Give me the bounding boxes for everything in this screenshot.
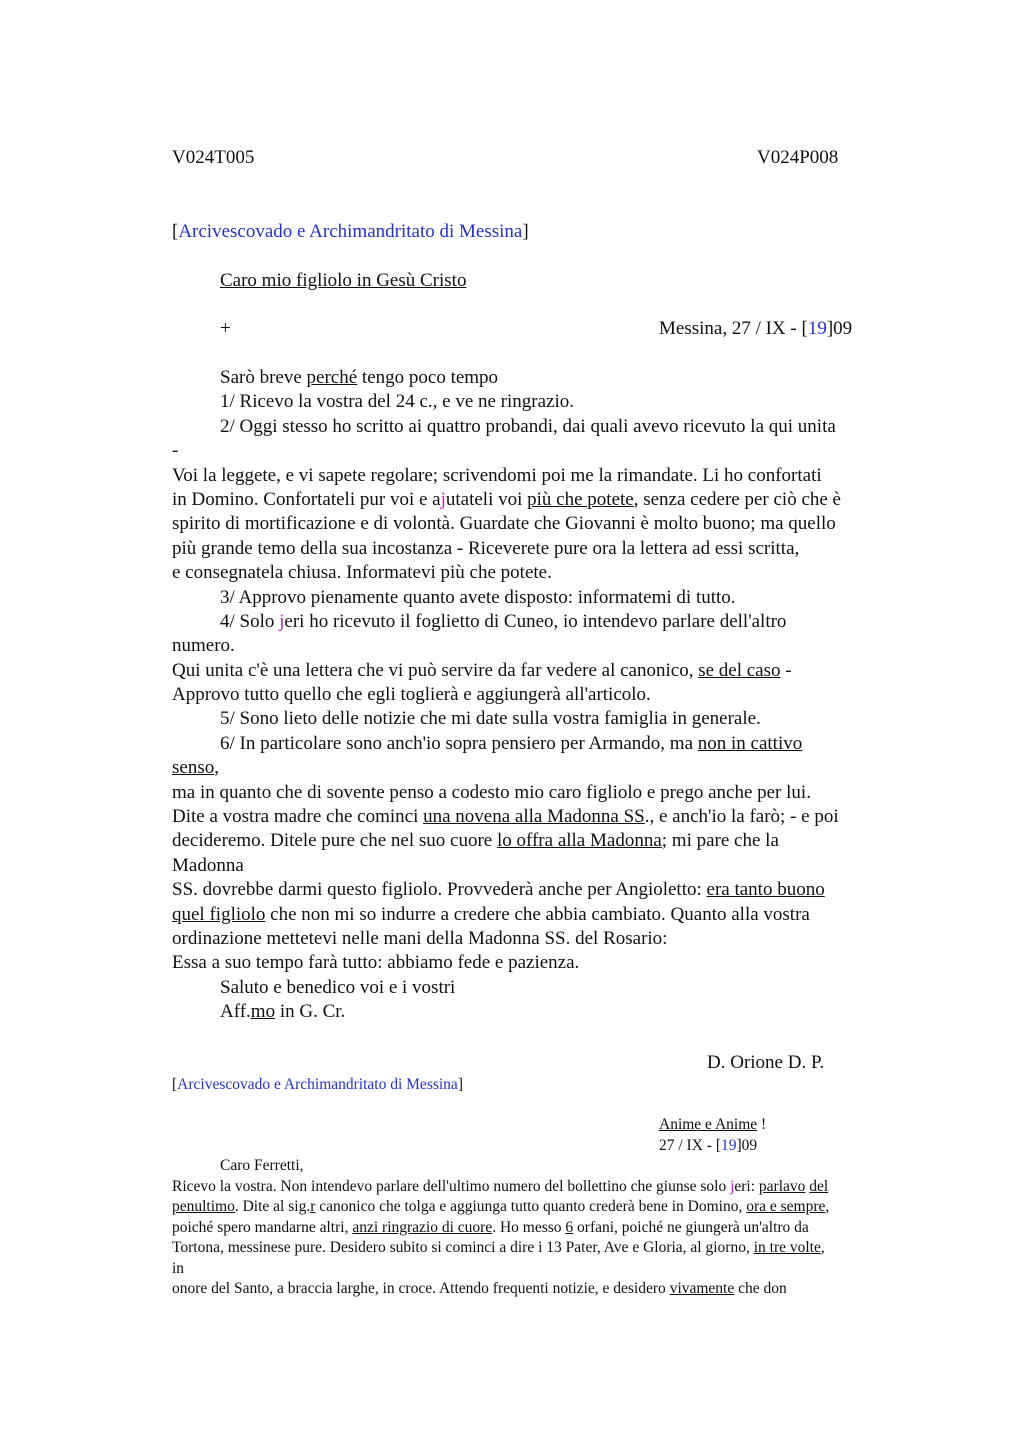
date-prefix: Messina, 27 / IX - [ — [659, 318, 808, 339]
closing-greeting: Saluto e benedico voi e i vostri — [220, 976, 456, 998]
body-line: ordinazione mettetevi nelle mani della Madonna SS. del Rosario: — [172, 927, 668, 949]
body-line: più grande temo della sua incostanza - Riceverete pure ora la lettera ad essi scritta, — [172, 537, 800, 559]
body-line: 6/ In particolare sono anch'io sopra pensiero per Armando, ma non in cattivo — [220, 732, 803, 754]
motto: Anime e Anime ! — [659, 1116, 767, 1133]
letterhead-2-text: Arcivescovado e Archimandritato di Messina — [177, 1076, 458, 1093]
body-line: 3/ Approvo pienamente quanto avete disposto: informatemi di tutto. — [220, 586, 736, 608]
body-line: ma in quanto che di sovente penso a codesto mio caro figliolo e prego anche per lui. — [172, 781, 811, 803]
body-line: Madonna — [172, 854, 244, 876]
body-line: SS. dovrebbe darmi questo figliolo. Provvederà anche per Angioletto: era tanto buono — [172, 879, 825, 901]
body-line: Dite a vostra madre che cominci una novena alla Madonna SS., e anch'io la farò; - e poi — [172, 806, 839, 828]
body-line: penultimo. Dite al sig.r canonico che tolga e aggiunga tutto quanto crederà bene in Domino, ora e sempre, — [172, 1198, 830, 1215]
body-line: Ricevo la vostra. Non intendevo parlare dell'ultimo numero del bollettino che giunse solo jeri: parlavo del — [172, 1177, 829, 1195]
salutation: Caro mio figliolo in Gesù Cristo — [220, 270, 467, 291]
body-line: Caro Ferretti, — [220, 1157, 304, 1174]
body-line: 2/ Oggi stesso ho scritto ai quattro probandi, dai quali avevo ricevuto la qui unita — [220, 415, 836, 437]
body-line: Voi la leggete, e vi sapete regolare; scrivendomi poi me la rimandate. Li ho confortati — [172, 464, 822, 486]
body-line: spirito di mortificazione e di volontà. Guardate che Giovanni è molto buono; ma quello — [172, 513, 836, 535]
body-line: Qui unita c'è una lettera che vi può servire da far vedere al canonico, se del caso - — [172, 659, 792, 681]
body-line: onore del Santo, a braccia larghe, in croce. Attendo frequenti notizie, e desidero vivamente che don — [172, 1280, 787, 1297]
signature: D. Orione D. P. — [707, 1052, 825, 1073]
body-line: numero. — [172, 635, 235, 657]
body-line: poiché spero mandarne altri, anzi ringrazio di cuore. Ho messo 6 orfani, poiché ne giungerà un'altro da — [172, 1218, 809, 1236]
document-code-right: V024P008 — [757, 147, 839, 168]
cross-symbol: + — [220, 318, 231, 339]
body-line: Approvo tutto quello che egli toglierà e aggiungerà all'articolo. — [172, 684, 651, 706]
body-line: in — [172, 1259, 185, 1277]
letterhead-2: [Arcivescovado e Archimandritato di Messina] — [172, 1076, 463, 1093]
body-line: - — [172, 440, 179, 462]
letter-2-body — [172, 1156, 902, 1300]
letterhead-1: [Arcivescovado e Archimandritato di Messina] — [172, 221, 529, 242]
body-line: 5/ Sono lieto delle notizie che mi date sulla vostra famiglia in generale. — [220, 708, 761, 730]
document-code-left: V024T005 — [172, 147, 255, 168]
body-line: Sarò breve perché tengo poco tempo — [220, 367, 499, 388]
body-line: senso, — [172, 757, 219, 779]
body-line: 4/ Solo jeri ho ricevuto il foglietto di Cuneo, io intendevo parlare dell'altro — [220, 610, 787, 632]
body-line: 1/ Ricevo la vostra del 24 c., e ve ne ringrazio. — [220, 391, 575, 413]
body-line: quel figliolo che non mi so indurre a credere che abbia cambiato. Quanto alla vostra — [172, 903, 810, 925]
closing-affmo: Aff.mo in G. Cr. — [220, 1001, 346, 1023]
body-line: e consegnatela chiusa. Informatevi più che potete. — [172, 562, 552, 584]
letterhead-1-text: Arcivescovado e Archimandritato di Messina — [178, 221, 523, 242]
body-line: in Domino. Confortateli pur voi e ajutateli voi più che potete, senza cedere per ciò che è — [172, 488, 841, 510]
body-line: decideremo. Ditele pure che nel suo cuore lo offra alla Madonna; mi pare che la — [172, 830, 779, 852]
letter-1-date — [659, 318, 852, 340]
body-line: Essa a suo tempo farà tutto: abbiamo fede e pazienza. — [172, 952, 580, 974]
letter-2-date: 27 / IX - [19]09 — [659, 1137, 758, 1154]
body-line: Tortona, messinese pure. Desidero subito si cominci a dire i 13 Pater, Ave e Gloria, al giorno, in tre volte, — [172, 1239, 825, 1256]
date-year-bracket: 19 — [807, 318, 827, 339]
letter-1-body — [172, 366, 902, 1025]
date-suffix: ]09 — [826, 318, 853, 339]
